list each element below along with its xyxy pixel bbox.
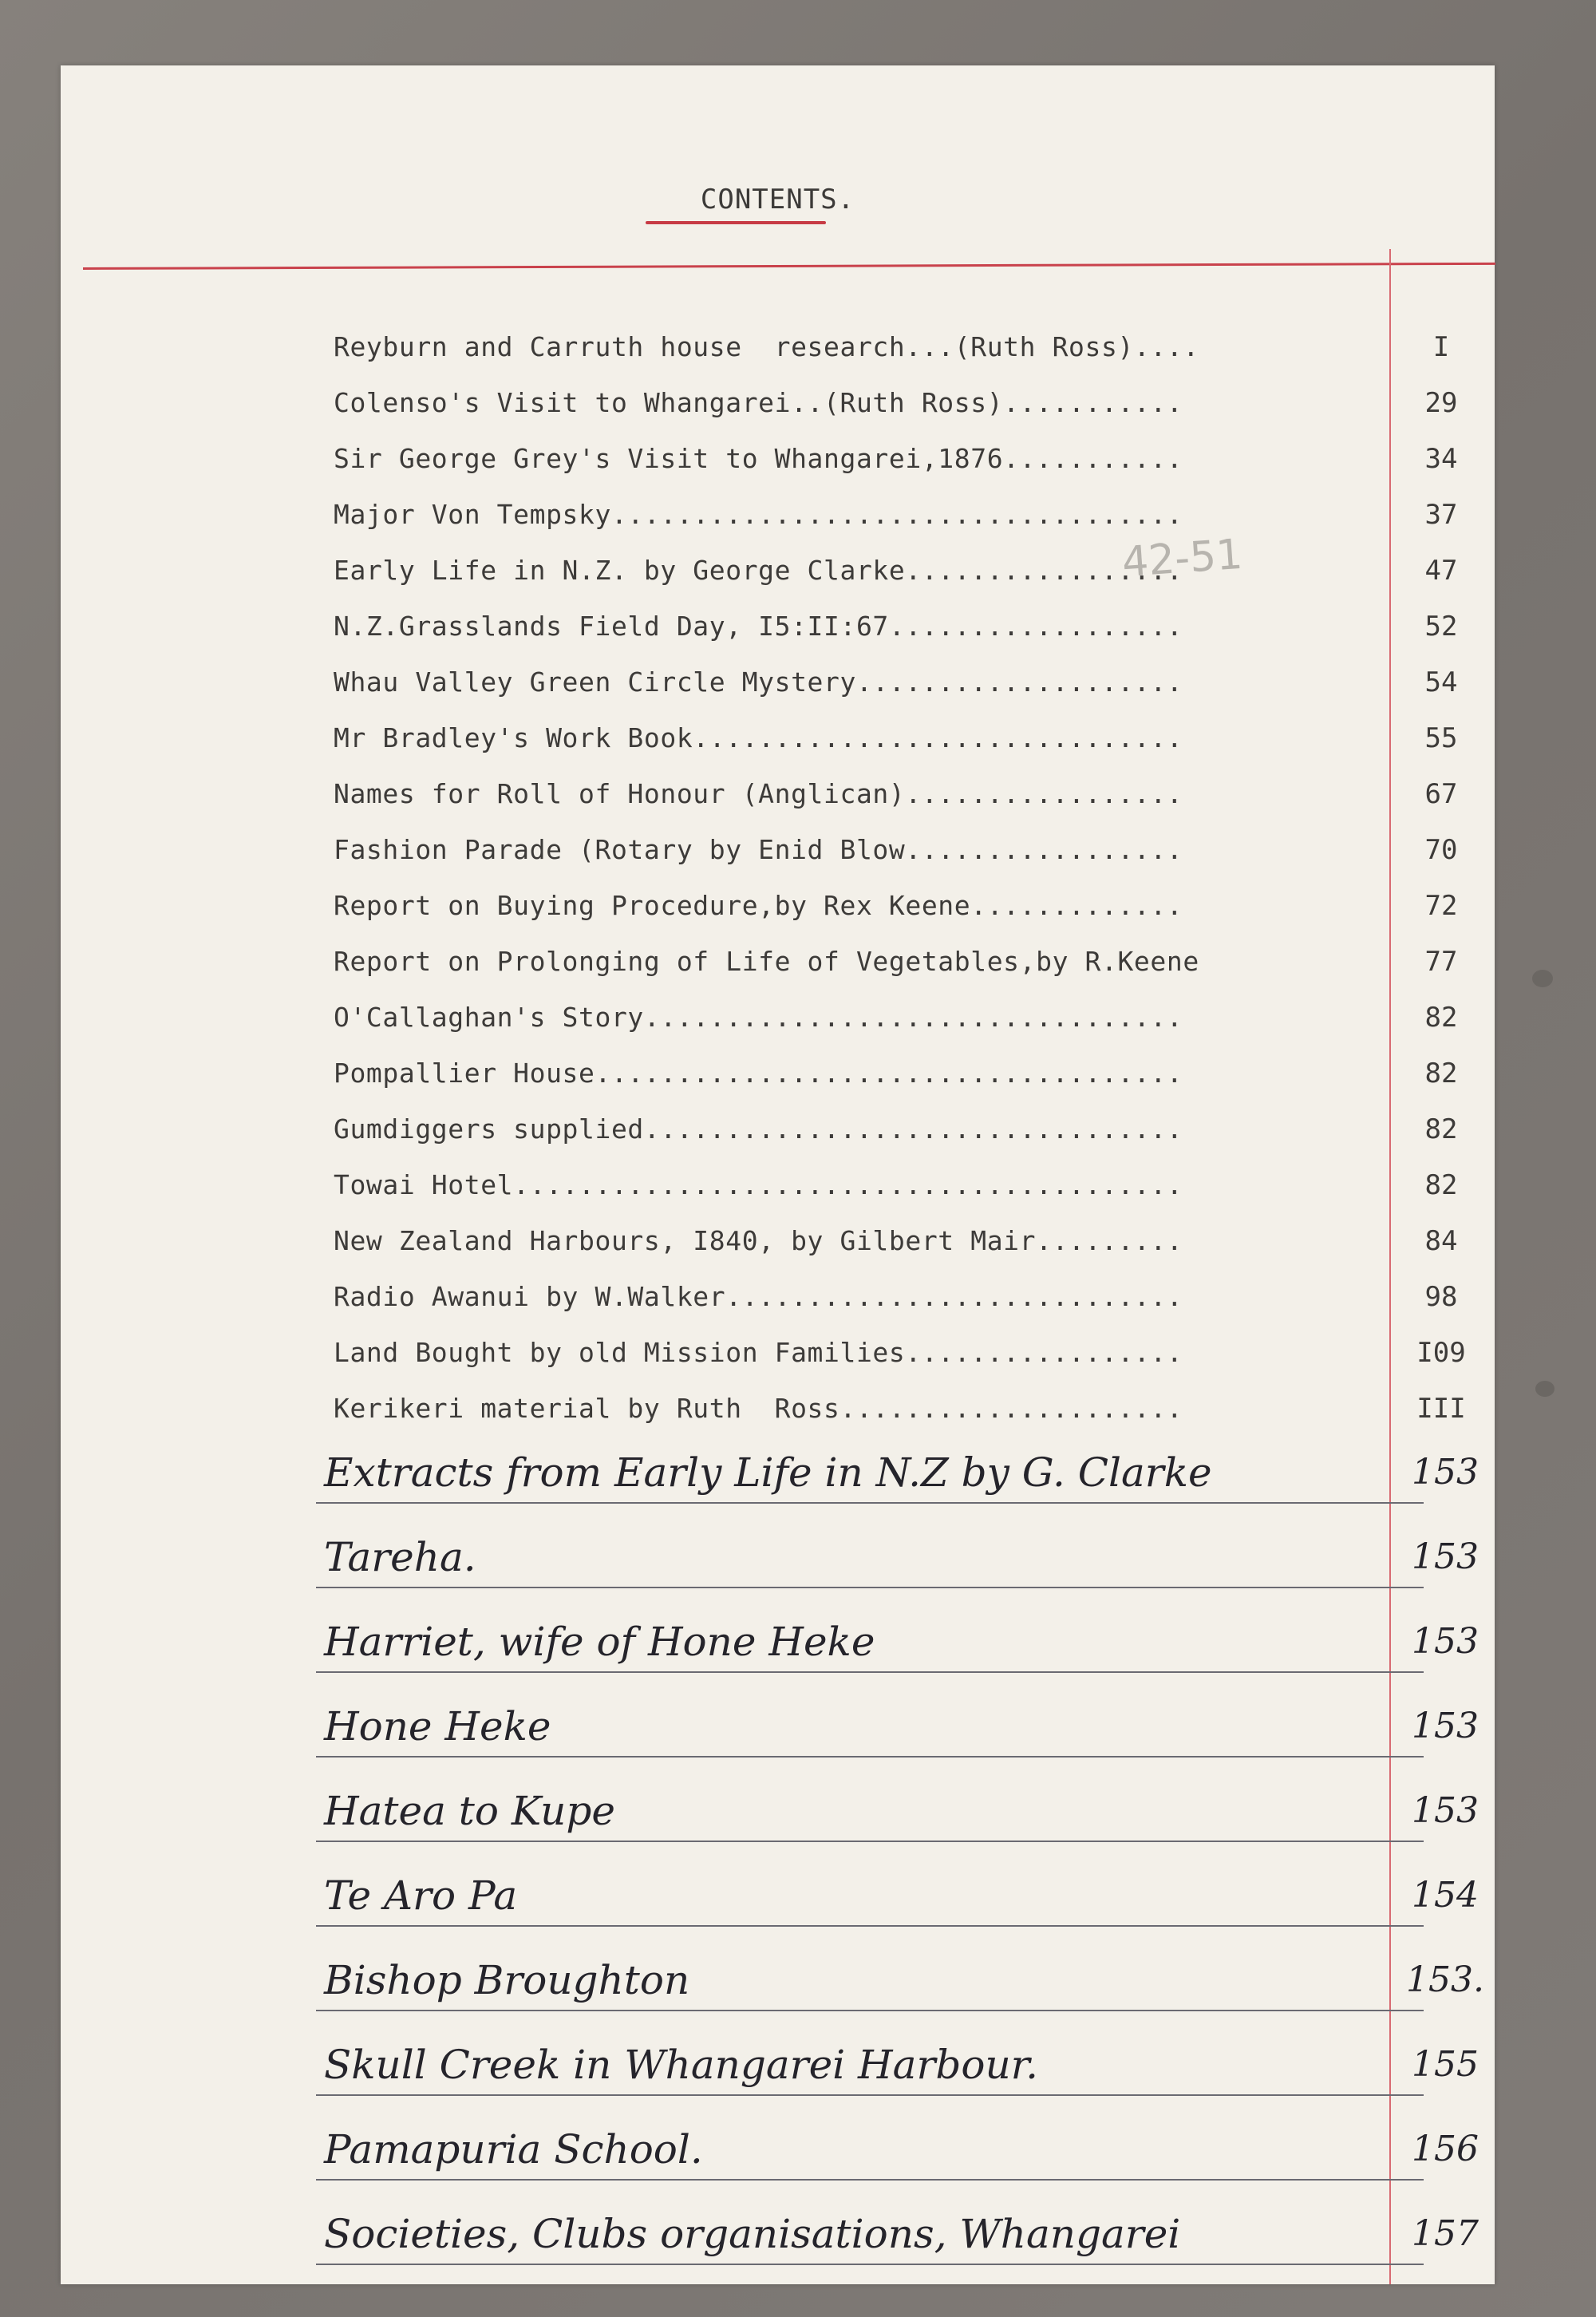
entry-title: Reyburn and Carruth house research...(Ruth Ross).... bbox=[334, 331, 1199, 362]
entry-title: Names for Roll of Honour (Anglican)................. bbox=[334, 778, 1183, 809]
handwritten-row bbox=[61, 2123, 1495, 2187]
entry-page: III bbox=[1416, 1393, 1466, 1425]
entry-page: 72 bbox=[1424, 890, 1458, 922]
board-mark bbox=[1535, 1381, 1555, 1397]
entry-rule bbox=[316, 2264, 1424, 2265]
entry-title: Kerikeri material by Ruth Ross..................... bbox=[334, 1393, 1183, 1424]
handwritten-row bbox=[61, 1446, 1495, 1510]
entry-title: Te Aro Pa bbox=[324, 1872, 518, 1919]
entry-page: 82 bbox=[1424, 1113, 1458, 1145]
entry-title: Harriet, wife of Hone Heke bbox=[324, 1619, 875, 1665]
entry-rule bbox=[316, 1587, 1424, 1588]
entry-page: 155 bbox=[1412, 2044, 1479, 2085]
entry-title: Hone Heke bbox=[324, 1703, 551, 1750]
entry-title: Gumdiggers supplied................................. bbox=[334, 1113, 1183, 1145]
entry-rule bbox=[316, 1502, 1424, 1504]
entry-title: Hatea to Kupe bbox=[324, 1788, 615, 1834]
entry-title: Skull Creek in Whangarei Harbour. bbox=[324, 2042, 1038, 2088]
entry-page: 82 bbox=[1424, 1058, 1458, 1089]
entry-page: 52 bbox=[1424, 611, 1458, 643]
entry-page: 153 bbox=[1412, 1706, 1479, 1746]
entry-title: N.Z.Grasslands Field Day, I5:II:67.................. bbox=[334, 611, 1183, 642]
handwritten-row bbox=[61, 2208, 1495, 2272]
entry-title: O'Callaghan's Story................................. bbox=[334, 1002, 1183, 1033]
entry-page: 154 bbox=[1412, 1875, 1479, 1916]
handwritten-row bbox=[61, 1700, 1495, 1764]
document-page bbox=[61, 65, 1495, 2284]
entry-page: 82 bbox=[1424, 1002, 1458, 1034]
entry-rule bbox=[316, 1925, 1424, 1927]
entry-title: Fashion Parade (Rotary by Enid Blow................. bbox=[334, 834, 1183, 865]
handwritten-contents-list bbox=[61, 65, 1495, 2284]
page-title: CONTENTS. bbox=[700, 184, 855, 215]
entry-page: 153 bbox=[1412, 1790, 1479, 1831]
entry-page: 47 bbox=[1424, 555, 1458, 587]
entry-rule bbox=[316, 1671, 1424, 1673]
entry-rule bbox=[316, 1756, 1424, 1758]
entry-title: Extracts from Early Life in N.Z by G. Clarke bbox=[324, 1449, 1212, 1496]
board-mark bbox=[1532, 970, 1553, 987]
entry-page: 37 bbox=[1424, 499, 1458, 531]
entry-title: New Zealand Harbours, I840, by Gilbert Mair......... bbox=[334, 1225, 1183, 1256]
entry-rule bbox=[316, 2010, 1424, 2011]
entry-page: 55 bbox=[1424, 722, 1458, 754]
entry-page: 34 bbox=[1424, 443, 1458, 475]
entry-page: 70 bbox=[1424, 834, 1458, 866]
entry-title: Mr Bradley's Work Book.............................. bbox=[334, 722, 1183, 753]
entry-page: 77 bbox=[1424, 946, 1458, 978]
handwritten-row bbox=[61, 1785, 1495, 1848]
entry-title: Pamapuria School. bbox=[324, 2126, 703, 2173]
entry-page: 54 bbox=[1424, 666, 1458, 698]
entry-page: 153. bbox=[1406, 1959, 1484, 2000]
pencil-note: 42-51 bbox=[1120, 530, 1245, 587]
entry-title: Major Von Tempsky................................... bbox=[334, 499, 1183, 530]
entry-page: 82 bbox=[1424, 1169, 1458, 1201]
entry-title: Towai Hotel......................................... bbox=[334, 1169, 1183, 1200]
handwritten-row bbox=[61, 2038, 1495, 2102]
handwritten-row bbox=[61, 1615, 1495, 1679]
entry-page: I bbox=[1432, 331, 1450, 363]
entry-title: Radio Awanui by W.Walker............................ bbox=[334, 1281, 1183, 1312]
entry-page: 153 bbox=[1412, 1536, 1479, 1577]
entry-title: Whau Valley Green Circle Mystery.................... bbox=[334, 666, 1183, 698]
entry-title: Tareha. bbox=[324, 1534, 476, 1580]
entry-title: Pompallier House.................................... bbox=[334, 1058, 1183, 1089]
handwritten-row bbox=[61, 1869, 1495, 1933]
entry-page: 98 bbox=[1424, 1281, 1458, 1313]
entry-rule bbox=[316, 1841, 1424, 1842]
handwritten-row bbox=[61, 1531, 1495, 1595]
entry-title: Early Life in N.Z. by George Clarke................. bbox=[334, 555, 1183, 586]
entry-page: 29 bbox=[1424, 387, 1458, 419]
entry-rule bbox=[316, 2094, 1424, 2096]
entry-page: 156 bbox=[1412, 2129, 1479, 2169]
entry-page: I09 bbox=[1416, 1337, 1466, 1369]
entry-title: Report on Prolonging of Life of Vegetables,by R.Keene bbox=[334, 946, 1199, 977]
handwritten-row bbox=[61, 1954, 1495, 2018]
entry-title: Colenso's Visit to Whangarei..(Ruth Ross)........... bbox=[334, 387, 1183, 418]
entry-page: 153 bbox=[1412, 1452, 1479, 1493]
entry-title: Bishop Broughton bbox=[324, 1957, 690, 2003]
entry-title: Sir George Grey's Visit to Whangarei,1876........... bbox=[334, 443, 1183, 474]
entry-page: 67 bbox=[1424, 778, 1458, 810]
entry-page: 153 bbox=[1412, 1621, 1479, 1662]
entry-title: Land Bought by old Mission Families................. bbox=[334, 1337, 1183, 1368]
entry-title: Report on Buying Procedure,by Rex Keene............. bbox=[334, 890, 1183, 921]
entry-page: 84 bbox=[1424, 1225, 1458, 1257]
entry-rule bbox=[316, 2179, 1424, 2181]
entry-title: Societies, Clubs organisations, Whangarei bbox=[324, 2211, 1181, 2257]
entry-page: 157 bbox=[1412, 2213, 1479, 2254]
